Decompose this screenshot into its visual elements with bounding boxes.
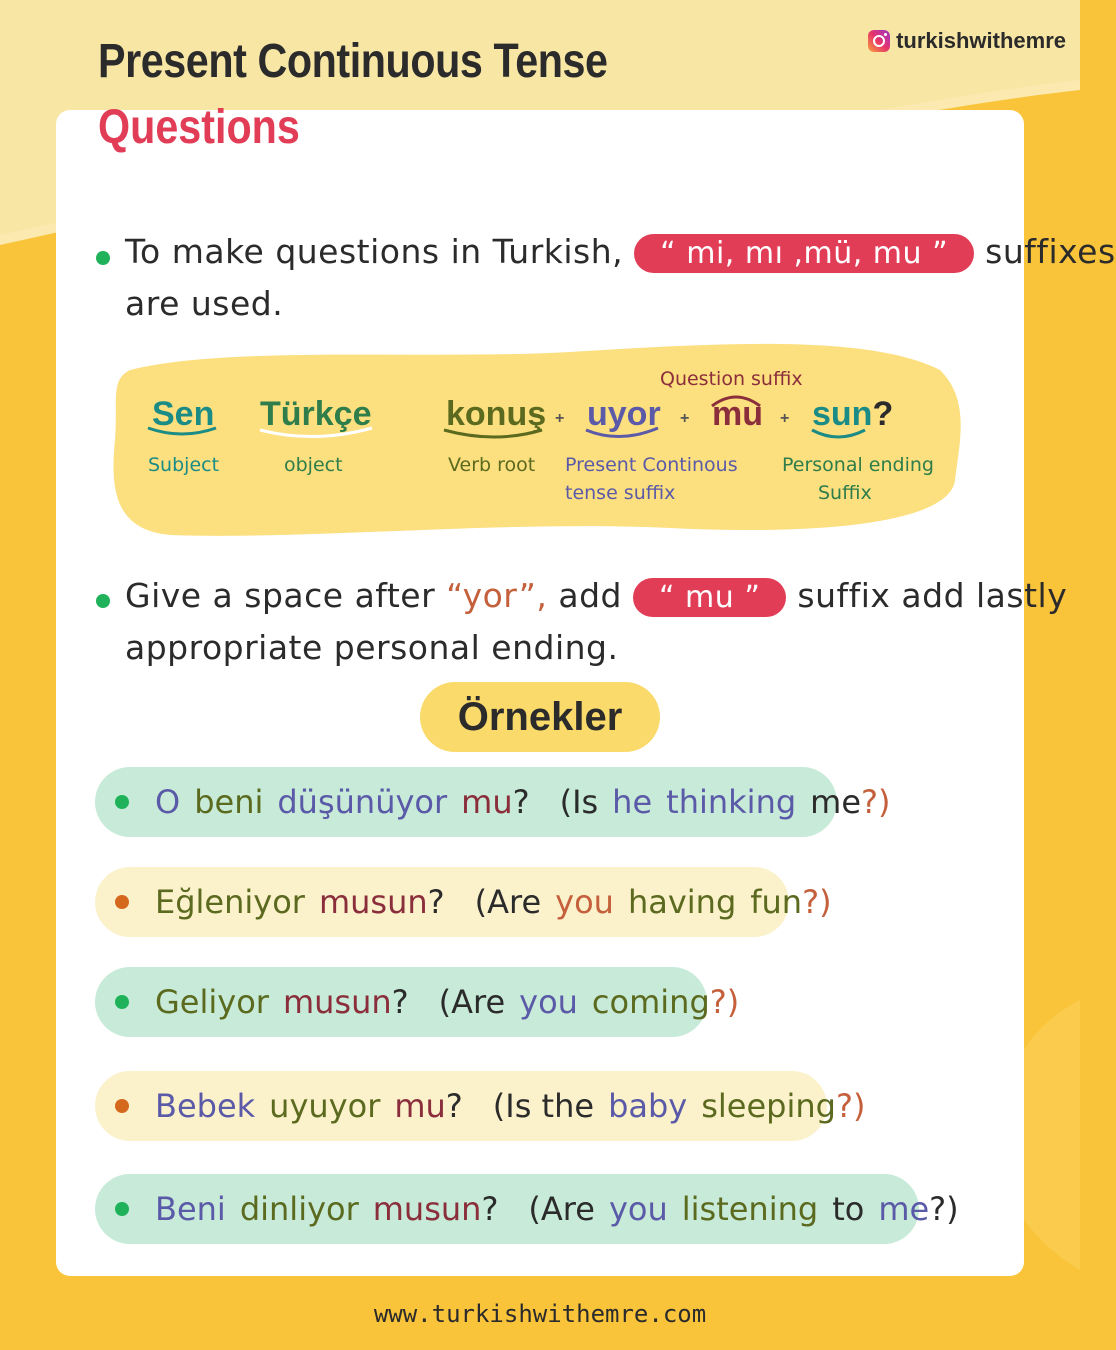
suffix-pill: “ mi, mı ,mü, mu ”: [634, 234, 974, 273]
example-word: dinliyor: [239, 1190, 359, 1228]
translation-word: having: [627, 883, 737, 921]
translation-word: he: [612, 783, 653, 821]
bullet-dot: [115, 895, 129, 909]
bullet-dot: [96, 594, 110, 608]
example-word: Eğleniyor: [155, 883, 305, 921]
bullet-dot: [115, 1099, 129, 1113]
rule-line-2: appropriate personal ending.: [125, 628, 619, 667]
question-mark: ?: [445, 1087, 463, 1125]
intro-text-after: suffixes: [985, 232, 1116, 271]
label-subject: Subject: [148, 454, 220, 476]
label-present-continous: Present Continous: [565, 454, 738, 476]
label-suffix: Suffix: [818, 482, 872, 504]
rule-text-mid: add: [558, 576, 622, 615]
instagram-handle[interactable]: [868, 28, 1066, 54]
word-konus: konuş: [446, 395, 547, 433]
rule-text-after: suffix add lastly: [797, 576, 1068, 615]
example-word: musun: [372, 1190, 482, 1228]
example-word: Geliyor: [155, 983, 269, 1021]
label-verb-root: Verb root: [448, 454, 536, 476]
label-tense-suffix: tense suffix: [565, 482, 676, 504]
intro-line-2: are used.: [125, 284, 284, 323]
example-word: mu: [394, 1087, 446, 1125]
translation-word: (Is the: [492, 1087, 595, 1125]
bullet-dot: [115, 795, 129, 809]
intro-text-before: To make questions in Turkish,: [125, 232, 624, 271]
example-word: mu: [461, 783, 513, 821]
word-turkce: Türkçe: [260, 395, 372, 433]
question-suffix-label: Question suffix: [660, 368, 803, 390]
translation-word: listening: [681, 1190, 819, 1228]
example-row: [95, 1071, 866, 1141]
translation-word: (Are: [474, 883, 542, 921]
translation-word: to: [832, 1190, 865, 1228]
examples-title: Örnekler: [420, 682, 660, 752]
example-word: düşünüyor: [277, 783, 448, 821]
plus-sign: +: [780, 410, 790, 427]
diagram-blob: [110, 340, 960, 540]
translation-word: you: [608, 1190, 668, 1228]
mu-pill: “ mu ”: [633, 578, 786, 617]
translation-word: me: [810, 783, 862, 821]
bullet-dot: [115, 1202, 129, 1216]
example-row: [95, 867, 832, 937]
translation-word: you: [519, 983, 578, 1021]
word-sun: [812, 395, 893, 434]
instagram-icon: [868, 30, 890, 52]
label-personal-ending: Personal ending: [782, 454, 934, 476]
rule-line-1: [125, 576, 1067, 617]
sentence-diagram: [110, 340, 960, 540]
translation-word: (Is: [559, 783, 599, 821]
translation-word: (Are: [438, 983, 506, 1021]
page-title: Present Continuous Tense: [98, 35, 608, 88]
translation-word: sleeping: [701, 1087, 836, 1125]
example-row: [95, 767, 891, 837]
translation-end: ?): [802, 883, 832, 921]
translation-word: fun: [750, 883, 803, 921]
handle-text: turkishwithemre: [896, 28, 1066, 53]
example-word: beni: [194, 783, 264, 821]
example-word: musun: [282, 983, 392, 1021]
bullet-dot: [96, 251, 110, 265]
word-sun-question-mark: ?: [872, 395, 894, 433]
example-word: musun: [318, 883, 428, 921]
word-sun-text: sun: [812, 395, 873, 433]
plus-sign: +: [555, 410, 565, 427]
example-row: [95, 967, 740, 1037]
question-mark: ?: [427, 883, 445, 921]
example-word: O: [155, 783, 181, 821]
question-mark: ?: [481, 1190, 499, 1228]
question-mark: ?: [391, 983, 409, 1021]
page-subtitle: Questions: [98, 101, 300, 154]
translation-end: ?): [861, 783, 891, 821]
translation-word: coming: [591, 983, 710, 1021]
example-word: Beni: [155, 1190, 226, 1228]
translation-word: baby: [608, 1087, 688, 1125]
word-uyor: uyor: [587, 395, 661, 433]
footer-url[interactable]: www.turkishwithemre.com: [373, 1300, 707, 1328]
translation-word: thinking: [666, 783, 797, 821]
rule-quoted-yor: “yor”,: [446, 576, 548, 615]
translation-word: you: [555, 883, 614, 921]
word-sen: Sen: [152, 395, 215, 433]
plus-sign: +: [680, 410, 690, 427]
example-word: Bebek: [155, 1087, 256, 1125]
translation-word: me: [878, 1190, 930, 1228]
question-mark: ?: [512, 783, 530, 821]
rule-text-before: Give a space after: [125, 576, 436, 615]
bullet-dot: [115, 995, 129, 1009]
intro-line-1: [125, 232, 1116, 273]
translation-end: ?): [835, 1087, 866, 1125]
translation-end: ?): [709, 983, 740, 1021]
translation-word: (Are: [528, 1190, 595, 1228]
label-object: object: [284, 454, 343, 476]
word-mu: mu: [712, 395, 763, 433]
translation-end: ?): [929, 1190, 959, 1228]
example-word: uyuyor: [269, 1087, 381, 1125]
example-row: [95, 1174, 959, 1244]
